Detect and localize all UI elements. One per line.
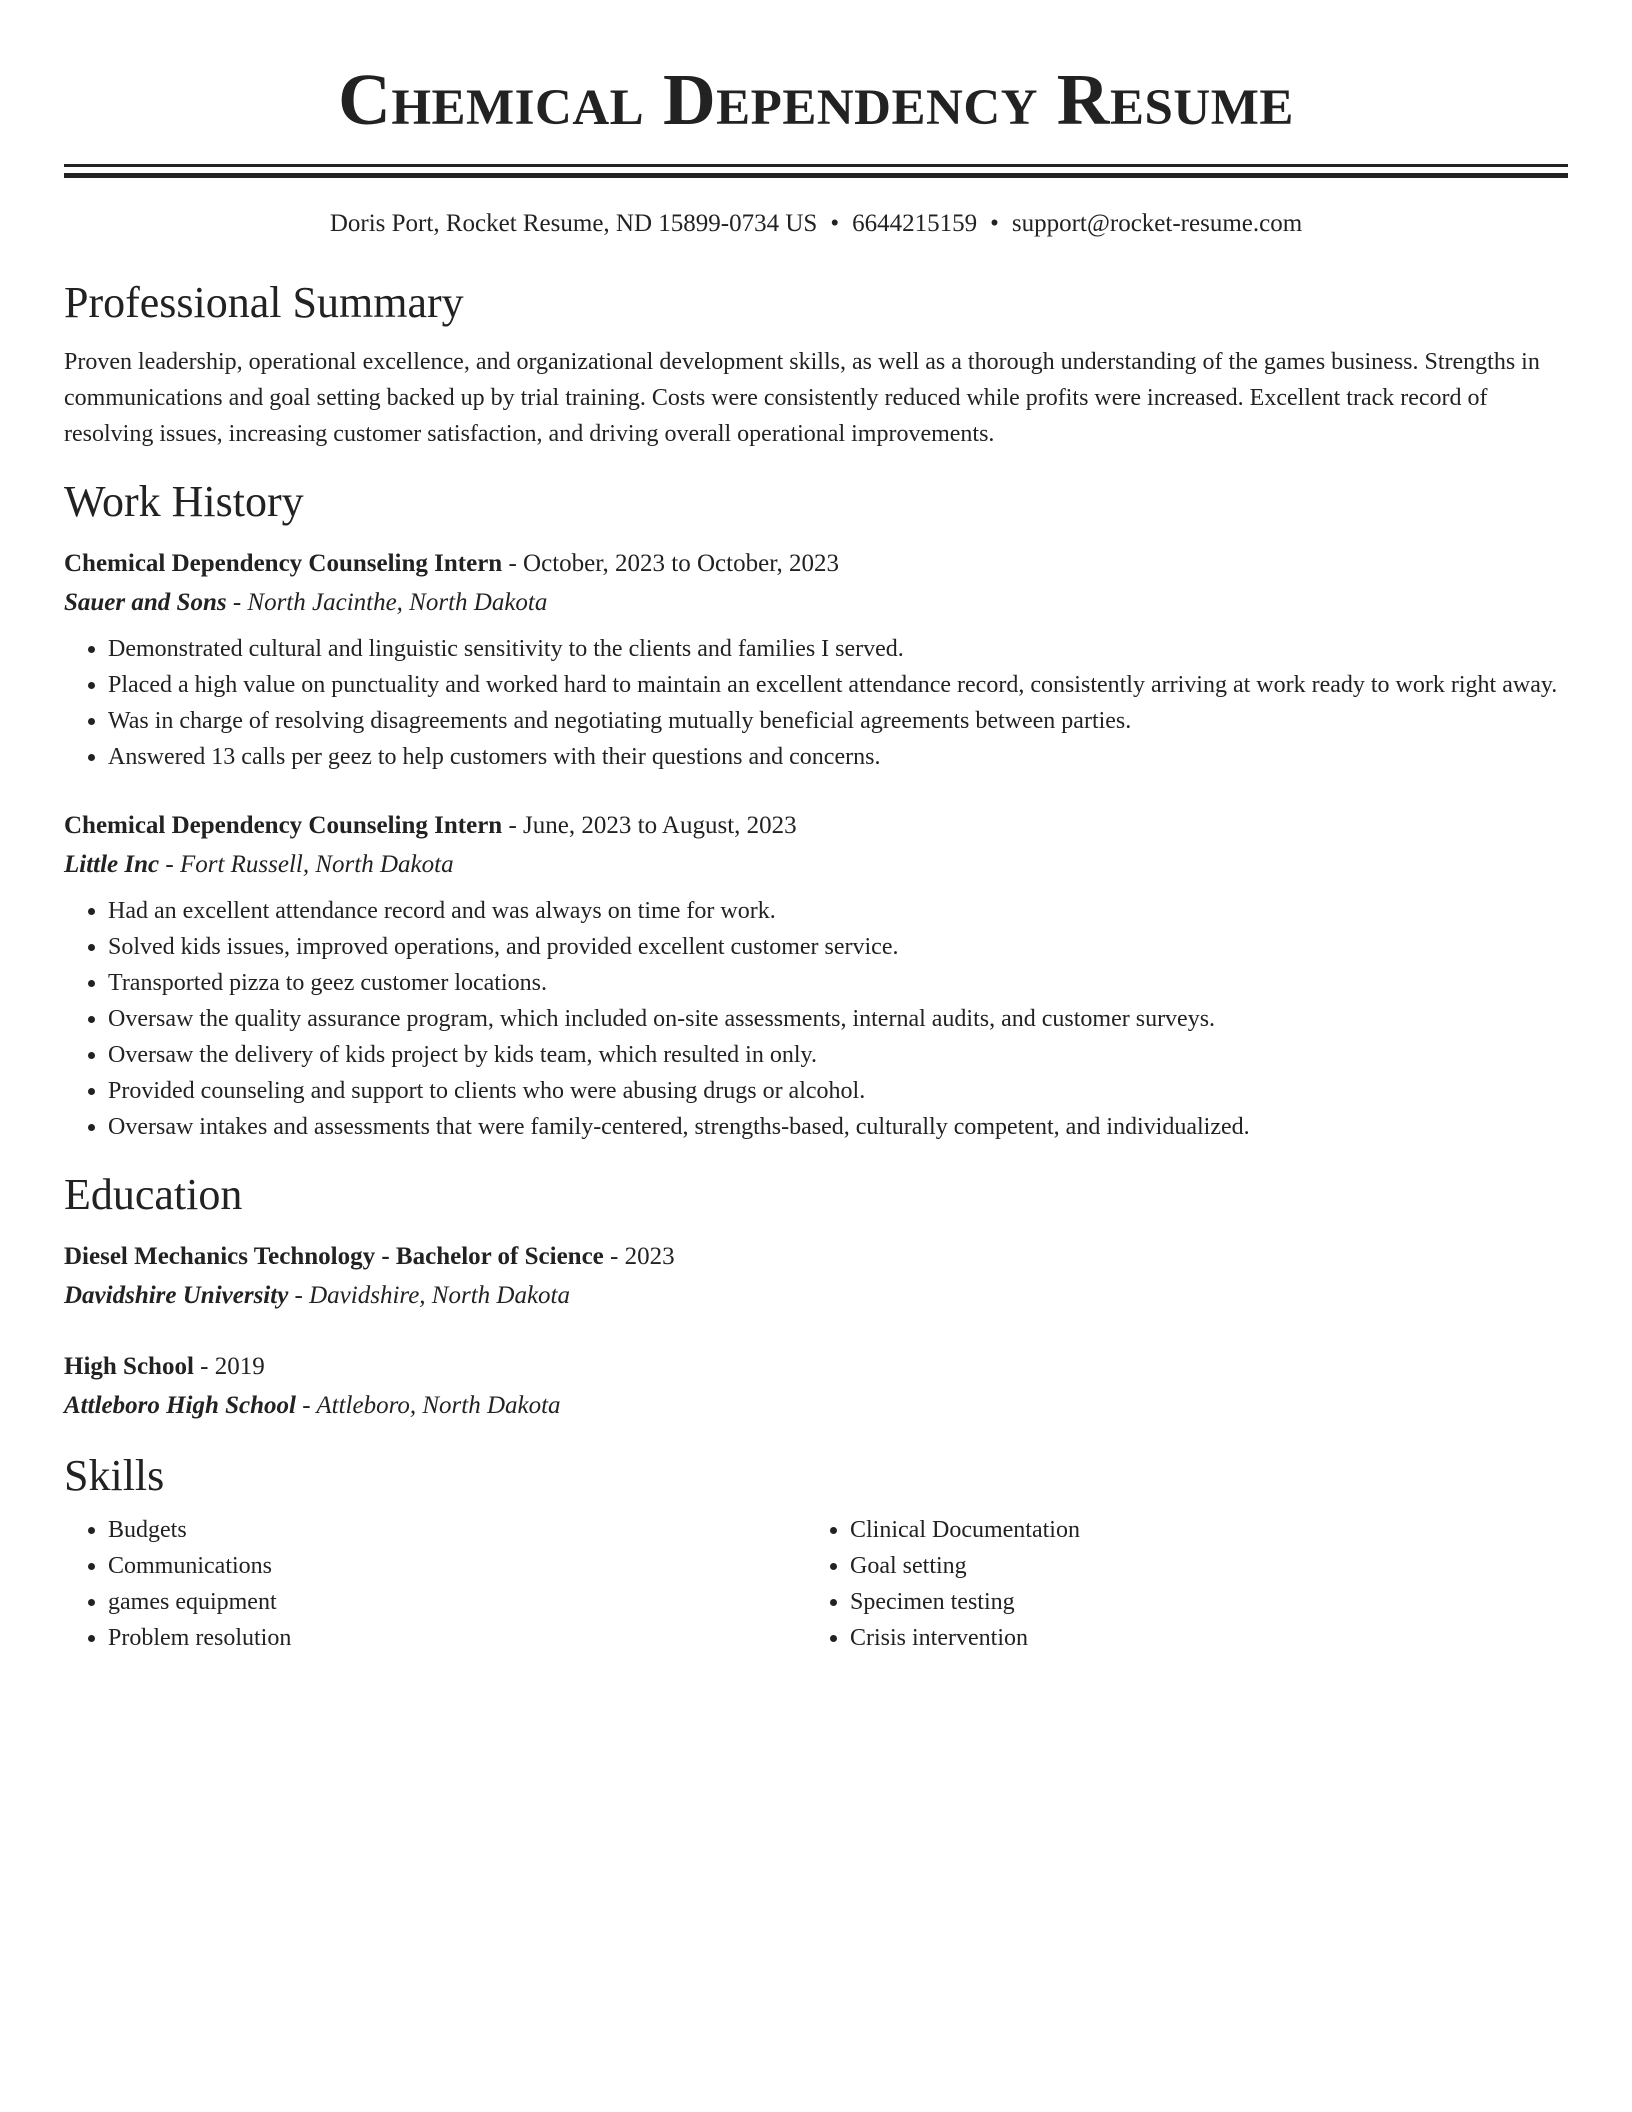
job-duty: • Placed a high value on punctuality and worked hard to maintain an excellent attendance record, consistently arriving at work ready to work right away. bbox=[108, 667, 1568, 703]
job-duty: • Was in charge of resolving disagreements and negotiating mutually beneficial agreements between parties. bbox=[108, 703, 1568, 739]
job-duty: • Oversaw the quality assurance program, which included on-site assessments, internal audits, and customer surveys. bbox=[108, 1001, 1568, 1037]
degree-name: High School bbox=[64, 1353, 194, 1380]
degree-year: - 2019 bbox=[193, 1353, 265, 1380]
employer-line bbox=[64, 583, 1568, 623]
school-line bbox=[64, 1386, 1568, 1426]
job-duty: • Transported pizza to geez customer locations. bbox=[108, 965, 1568, 1001]
contact-email: support@rocket-resume.com bbox=[1011, 210, 1303, 237]
skills-column-right bbox=[806, 1512, 1548, 1656]
job-title: Chemical Dependency Counseling Intern bbox=[64, 812, 503, 839]
job-duty: • Oversaw intakes and assessments that were family-centered, strengths-based, culturally competent, and individualized. bbox=[108, 1109, 1568, 1145]
school-location: - Davidshire, North Dakota bbox=[288, 1282, 570, 1309]
employer-location: - Fort Russell, North Dakota bbox=[159, 851, 454, 878]
job-duties bbox=[64, 631, 1568, 775]
employer-location: - North Jacinthe, North Dakota bbox=[226, 589, 548, 616]
summary-text: Proven leadership, operational excellence, and organizational development skills, as well as a thorough understanding of the games business. Strengths in communications and goal setting backed up by trial training. Costs were consistently reduced while profits were increased. Excellent track record of resolving issues, increasing customer satisfaction, and driving overall operational improvements. bbox=[64, 349, 1540, 447]
education-heading: Education bbox=[64, 1170, 243, 1219]
skill-item: • Clinical Documentation bbox=[850, 1512, 1548, 1548]
title-divider-thin bbox=[64, 164, 1568, 167]
degree-line bbox=[64, 1348, 1568, 1386]
employer-line bbox=[64, 845, 1568, 885]
employer-name: Sauer and Sons bbox=[64, 589, 227, 616]
summary-heading: Professional Summary bbox=[64, 278, 464, 327]
skill-item: • Crisis intervention bbox=[850, 1620, 1548, 1656]
skills-heading: Skills bbox=[64, 1451, 165, 1500]
skill-item: • Budgets bbox=[108, 1512, 806, 1548]
skill-item: • Problem resolution bbox=[108, 1620, 806, 1656]
education-entry bbox=[64, 1348, 1568, 1426]
job-duty: • Oversaw the delivery of kids project by kids team, which resulted in only. bbox=[108, 1037, 1568, 1073]
skill-item: • Goal setting bbox=[850, 1548, 1548, 1584]
skill-item: • Communications bbox=[108, 1548, 806, 1584]
degree-line bbox=[64, 1238, 1568, 1276]
education-entry bbox=[64, 1238, 1568, 1316]
contact-address: Doris Port, Rocket Resume, ND 15899-0734 US bbox=[329, 210, 818, 237]
job-duty: • Demonstrated cultural and linguistic sensitivity to the clients and families I served. bbox=[108, 631, 1568, 667]
job-title-line bbox=[64, 545, 1568, 583]
job-entry bbox=[64, 545, 1568, 775]
job-duty: • Had an excellent attendance record and was always on time for work. bbox=[108, 893, 1568, 929]
school-name: Davidshire University bbox=[64, 1282, 289, 1309]
school-location: - Attleboro, North Dakota bbox=[295, 1392, 561, 1419]
job-duty: • Provided counseling and support to clients who were abusing drugs or alcohol. bbox=[108, 1073, 1568, 1109]
degree-year: - 2023 bbox=[603, 1243, 675, 1270]
school-name: Attleboro High School bbox=[64, 1392, 296, 1419]
contact-separator: • bbox=[990, 210, 999, 237]
employer-name: Little Inc bbox=[64, 851, 160, 878]
degree-name: Diesel Mechanics Technology - Bachelor of Science bbox=[64, 1243, 604, 1270]
skill-item: • Specimen testing bbox=[850, 1584, 1548, 1620]
contact-line bbox=[64, 209, 1568, 239]
school-line bbox=[64, 1276, 1568, 1316]
job-dates: - October, 2023 to October, 2023 bbox=[502, 550, 840, 577]
job-dates: - June, 2023 to August, 2023 bbox=[502, 812, 797, 839]
job-duties bbox=[64, 893, 1568, 1145]
job-title-line bbox=[64, 807, 1568, 845]
skill-item: • games equipment bbox=[108, 1584, 806, 1620]
job-entry bbox=[64, 807, 1568, 1145]
contact-phone: 6644215159 bbox=[852, 210, 978, 237]
job-duty: • Solved kids issues, improved operations, and provided excellent customer service. bbox=[108, 929, 1568, 965]
skills-grid bbox=[64, 1512, 1568, 1656]
resume-title: Chemical Dependency Resume bbox=[338, 59, 1294, 140]
skills-column-left bbox=[64, 1512, 806, 1656]
contact-separator: • bbox=[830, 210, 840, 237]
work-history-heading: Work History bbox=[64, 477, 304, 526]
job-duty: • Answered 13 calls per geez to help customers with their questions and concerns. bbox=[108, 739, 1568, 775]
job-title: Chemical Dependency Counseling Intern bbox=[64, 550, 503, 577]
title-divider-thick bbox=[64, 173, 1568, 178]
